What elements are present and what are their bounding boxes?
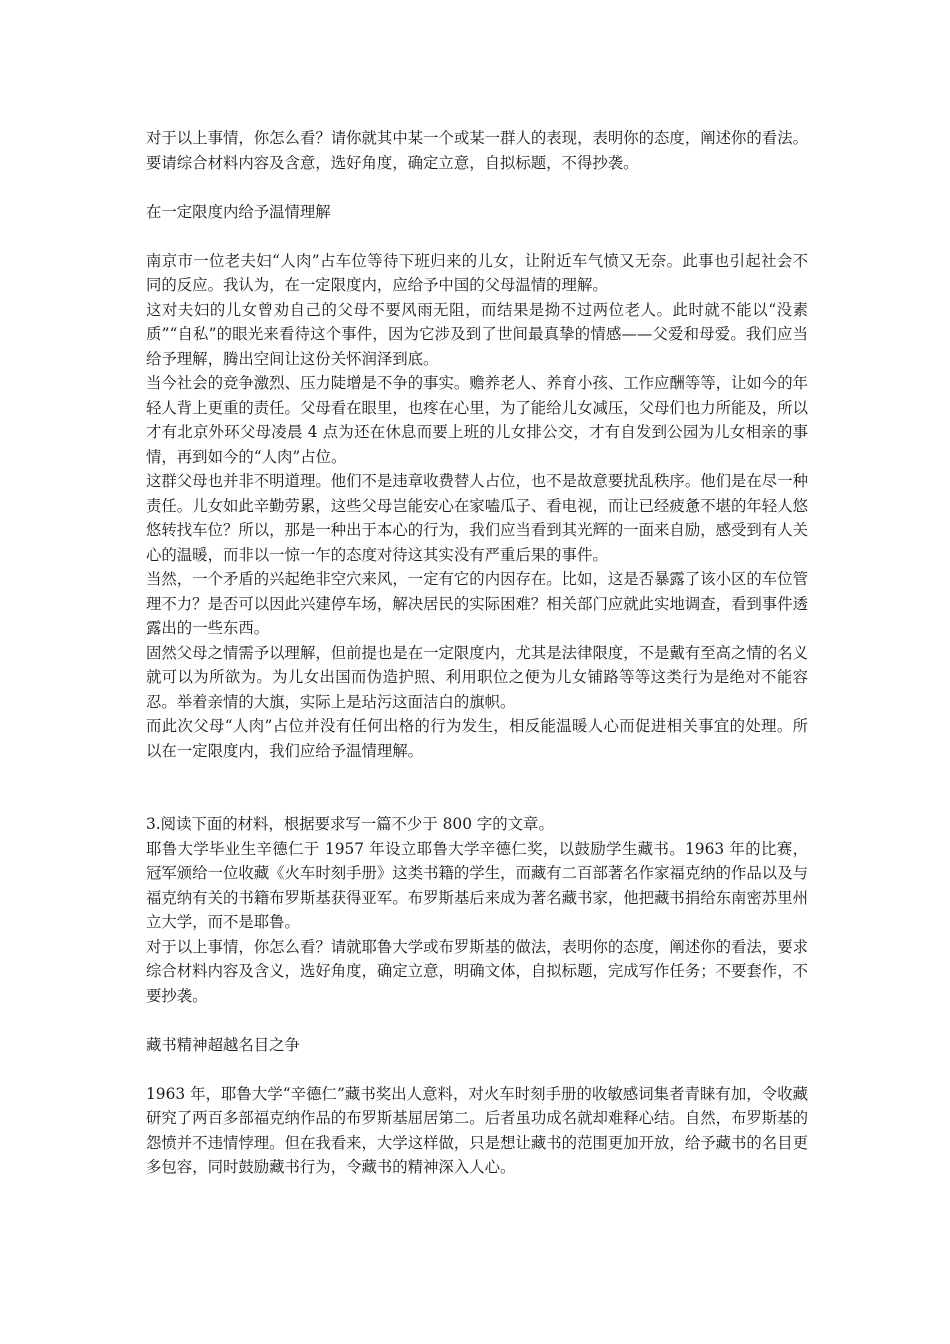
spacer (146, 1057, 808, 1082)
section1-paragraph: 这群父母也并非不明道理。他们不是违章收费替人占位，也不是故意要扰乱秩序。他们是在尽一种责任。儿女如此辛勤劳累，这些父母岂能安心在家嗑瓜子、看电视，而让已经疲惫不堪的年轻人悠悠转找车位？所以，那是一种出于本心的行为，我们应当看到其光辉的一面来自励，感受到有人关心的温暖，而非以一惊一乍的态度对待这其实没有严重后果的事件。 (146, 472, 808, 564)
section1-paragraph: 当今社会的竞争激烈、压力陡增是不争的事实。赡养老人、养育小孩、工作应酬等等，让如今的年轻人背上更重的责任。父母看在眼里，也疼在心里，为了能给儿女减压，父母们也力所能及，所以才有北京外环父母凌晨 4 点为还在休息而要上班的儿女排公交，才有自发到公园为儿女相亲的事情，再到如今的“人肉”占位。 (146, 374, 808, 466)
section2-paragraph: 1963 年，耶鲁大学“辛德仁”藏书奖出人意料，对火车时刻手册的收敏感词集者青睐有加，令收藏研究了两百多部福克纳作品的布罗斯基屈居第二。后者虽功成名就却难释心结。自然，布罗斯基的怨愤并不违情悖理。但在我看来，大学这样做，只是想让藏书的范围更加开放，给予藏书的名目更多包容，同时鼓励藏书行为，令藏书的精神深入人心。 (146, 1084, 808, 1176)
section1-paragraph: 而此次父母“人肉”占位并没有任何出格的行为发生，相反能温暖人心而促进相关事宜的处理。所以在一定限度内，我们应给予温情理解。 (146, 717, 808, 760)
section2-material: 耶鲁大学毕业生辛德仁于 1957 年设立耶鲁大学辛德仁奖，以鼓励学生藏书。1963 年的比赛，冠军颁给一位收藏《火车时刻手册》这类书籍的学生，而藏有二百部著名作家福克纳的作品以及与福克纳有关的书籍布罗斯基获得亚军。布罗斯基后来成为著名藏书家，他把藏书捐给东南密苏里州立大学，而不是耶鲁。 (146, 839, 808, 931)
spacer (146, 224, 808, 249)
spacer (146, 175, 808, 200)
section1-paragraph: 固然父母之情需予以理解，但前提也是在一定限度内，尤其是法律限度，不是戴有至高之情的名义就可以为所欲为。为儿女出国而伪造护照、利用职位之便为儿女铺路等等这类行为是绝对不能容忍。举着亲情的大旗，实际上是玷污这面洁白的旗帜。 (146, 643, 808, 711)
section1-title: 在一定限度内给予温情理解 (146, 202, 331, 221)
section1-prompt: 对于以上事情，你怎么看？请你就其中某一个或某一群人的表现，表明你的态度，阐述你的看法。要请综合材料内容及含意，选好角度，确定立意，自拟标题，不得抄袭。 (146, 129, 808, 172)
section1-paragraph: 这对夫妇的儿女曾劝自己的父母不要风雨无阻，而结果是拗不过两位老人。此时就不能以“没素质”“自私”的眼光来看待这个事件，因为它涉及到了世间最真挚的情感——父爱和母爱。我们应当给予理解，腾出空间让这份关怀润泽到底。 (146, 300, 808, 368)
section1-paragraph: 当然，一个矛盾的兴起绝非空穴来风，一定有它的内因存在。比如，这是否暴露了该小区的车位管理不力？是否可以因此兴建停车场，解决居民的实际困难？相关部门应就此实地调查，看到事件透露出的一些东西。 (146, 570, 808, 637)
document-page (146, 126, 808, 1180)
section1-paragraph: 南京市一位老夫妇“人肉”占车位等待下班归来的儿女，让附近车气愤又无奈。此事也引起社会不同的反应。我认为，在一定限度内，应给予中国的父母温情的理解。 (146, 251, 808, 294)
section2-question: 3.阅读下面的材料，根据要求写一篇不少于 800 字的文章。 (146, 815, 554, 833)
spacer (146, 763, 808, 812)
section2-prompt: 对于以上事情，你怎么看？请就耶鲁大学或布罗斯基的做法，表明你的态度，阐述你的看法，要求综合材料内容及含义，选好角度，确定立意，明确文体，自拟标题，完成写作任务；不要套作，不要抄袭。 (146, 937, 808, 1005)
spacer (146, 1008, 808, 1033)
section2-title: 藏书精神超越名目之争 (146, 1035, 300, 1054)
